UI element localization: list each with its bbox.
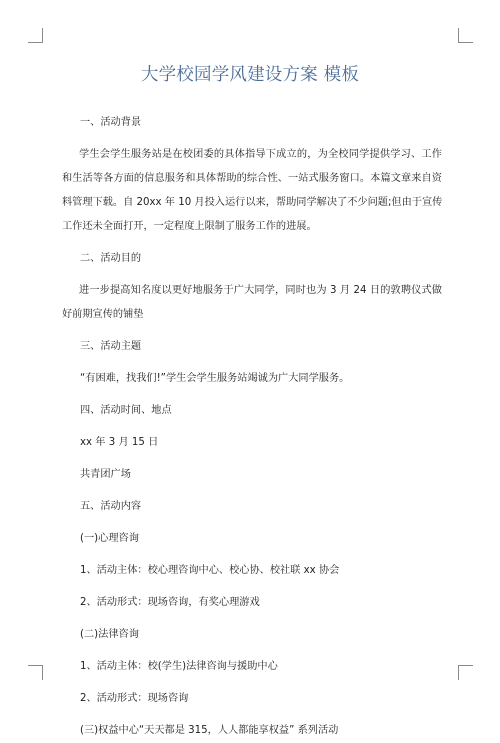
crop-mark-top-left [28, 28, 43, 43]
item-heading-psychology: (一)心理咨询 [80, 533, 139, 544]
section-heading-purpose: 二、活动目的 [80, 253, 142, 264]
item-subject-psychology: 1、活动主体：校心理咨询中心、校心协、校社联 xx 协会 [80, 565, 340, 576]
section-heading-background: 一、活动背景 [80, 117, 142, 128]
purpose-paragraph-line: 好前期宣传的铺垫 [62, 309, 144, 320]
section-heading-time-place: 四、活动时间、地点 [80, 405, 172, 416]
background-paragraph-line: 和生活等各方面的信息服务和具体帮助的综合性、一站式服务窗口。本篇文章来自资 [62, 173, 442, 184]
section-heading-theme: 三、活动主题 [80, 341, 142, 352]
item-subject-legal: 1、活动主体：校(学生)法律咨询与援助中心 [80, 661, 278, 672]
item-form-legal: 2、活动形式：现场咨询 [80, 693, 189, 704]
purpose-paragraph-line: 进一步提高知名度以更好地服务于广大同学，同时也为 3 月 24 日的敦聘仪式做 [79, 285, 442, 296]
item-heading-rights: (三)权益中心“天天都是 315，人人都能享权益” 系列活动 [80, 725, 339, 736]
theme-text: “有困难，找我们!”学生会学生服务站竭诚为广大同学服务。 [80, 373, 350, 384]
crop-mark-bottom-right [458, 665, 473, 680]
item-heading-legal: (二)法律咨询 [80, 629, 139, 640]
document-title: 大学校园学风建设方案 模板 [140, 65, 360, 85]
crop-mark-top-right [458, 28, 473, 43]
crop-mark-bottom-left [28, 665, 43, 680]
document-body [62, 111, 442, 743]
item-form-psychology: 2、活动形式：现场咨询，有奖心理游戏 [80, 597, 260, 608]
section-heading-content: 五、活动内容 [80, 501, 142, 512]
background-paragraph-line: 工作还未全面打开，一定程度上限制了服务工作的进展。 [62, 221, 317, 232]
background-paragraph-line: 学生会学生服务站是在校团委的具体指导下成立的，为全校同学提供学习、工作 [79, 149, 442, 160]
background-paragraph-line: 料管理下载。自 20xx 年 10 月投入运行以来，帮助同学解决了不少问题;但由于宣传 [62, 197, 443, 208]
event-place: 共青团广场 [80, 469, 131, 480]
event-date: xx 年 3 月 15 日 [80, 437, 159, 448]
